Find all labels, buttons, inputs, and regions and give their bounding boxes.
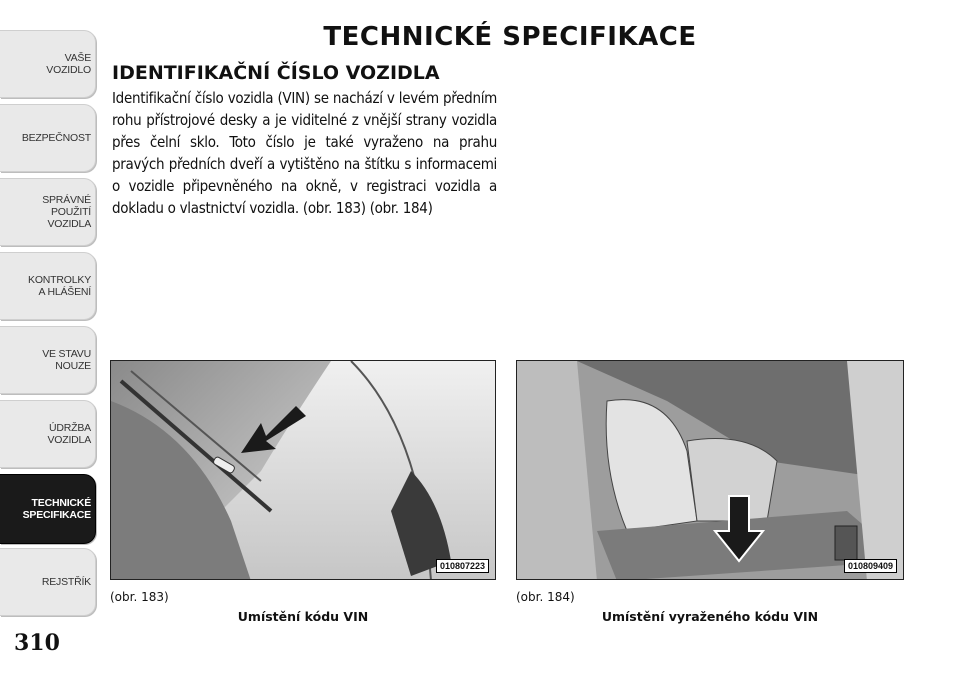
chapter-sidebar bbox=[0, 0, 98, 678]
tab-label: SPRÁVNÉ POUŽITÍ VOZIDLA bbox=[42, 194, 91, 230]
tab-label: KONTROLKY A HLÁŠENÍ bbox=[28, 274, 91, 298]
tab-udrzba[interactable] bbox=[0, 400, 96, 468]
tab-technicke-specifikace[interactable] bbox=[0, 474, 96, 544]
tab-label: REJSTŘÍK bbox=[41, 576, 91, 588]
figure-ref: (obr. 184) bbox=[516, 590, 575, 604]
page-title: TECHNICKÉ SPECIFIKACE bbox=[323, 22, 697, 52]
section-heading: IDENTIFIKAČNÍ ČÍSLO VOZIDLA bbox=[112, 62, 440, 84]
windshield-illustration bbox=[111, 361, 496, 580]
figure-code: 010807223 bbox=[436, 559, 489, 573]
tab-spravne-pouziti[interactable] bbox=[0, 178, 96, 246]
tab-rejstrik[interactable] bbox=[0, 548, 96, 616]
section-body: Identifikační číslo vozidla (VIN) se nachází v levém předním rohu přístrojové desky a je viditelné z vnější strany vozidla přes čelní sklo. Toto číslo je také vyraženo na prahu pravých předních dveří a vytištěno na štítku s informacemi o vozidle připevněného na okně, v registraci vozidla a dokladu o vlastnictví vozidla. (obr. 183) (obr. 184) bbox=[112, 89, 497, 217]
tab-label: TECHNICKÉ SPECIFIKACE bbox=[22, 497, 91, 521]
door-sill-illustration bbox=[517, 361, 904, 580]
tab-label: VE STAVU NOUZE bbox=[42, 348, 91, 372]
tab-label: VAŠE VOZIDLO bbox=[46, 52, 91, 76]
tab-label: BEZPEČNOST bbox=[21, 132, 91, 144]
figure-ref: (obr. 183) bbox=[110, 590, 169, 604]
tab-kontrolky[interactable] bbox=[0, 252, 96, 320]
figure-caption: Umístění vyraženého kódu VIN bbox=[601, 609, 819, 624]
tab-bezpecnost[interactable] bbox=[0, 104, 96, 172]
figure-caption: Umístění kódu VIN bbox=[237, 609, 369, 624]
page-number: 310 bbox=[14, 630, 60, 656]
figure-stamped-vin-location bbox=[516, 360, 904, 580]
figure-code: 010809409 bbox=[844, 559, 897, 573]
tab-label: ÚDRŽBA VOZIDLA bbox=[47, 422, 91, 446]
figure-vin-location bbox=[110, 360, 496, 580]
tab-ve-stavu-nouze[interactable] bbox=[0, 326, 96, 394]
